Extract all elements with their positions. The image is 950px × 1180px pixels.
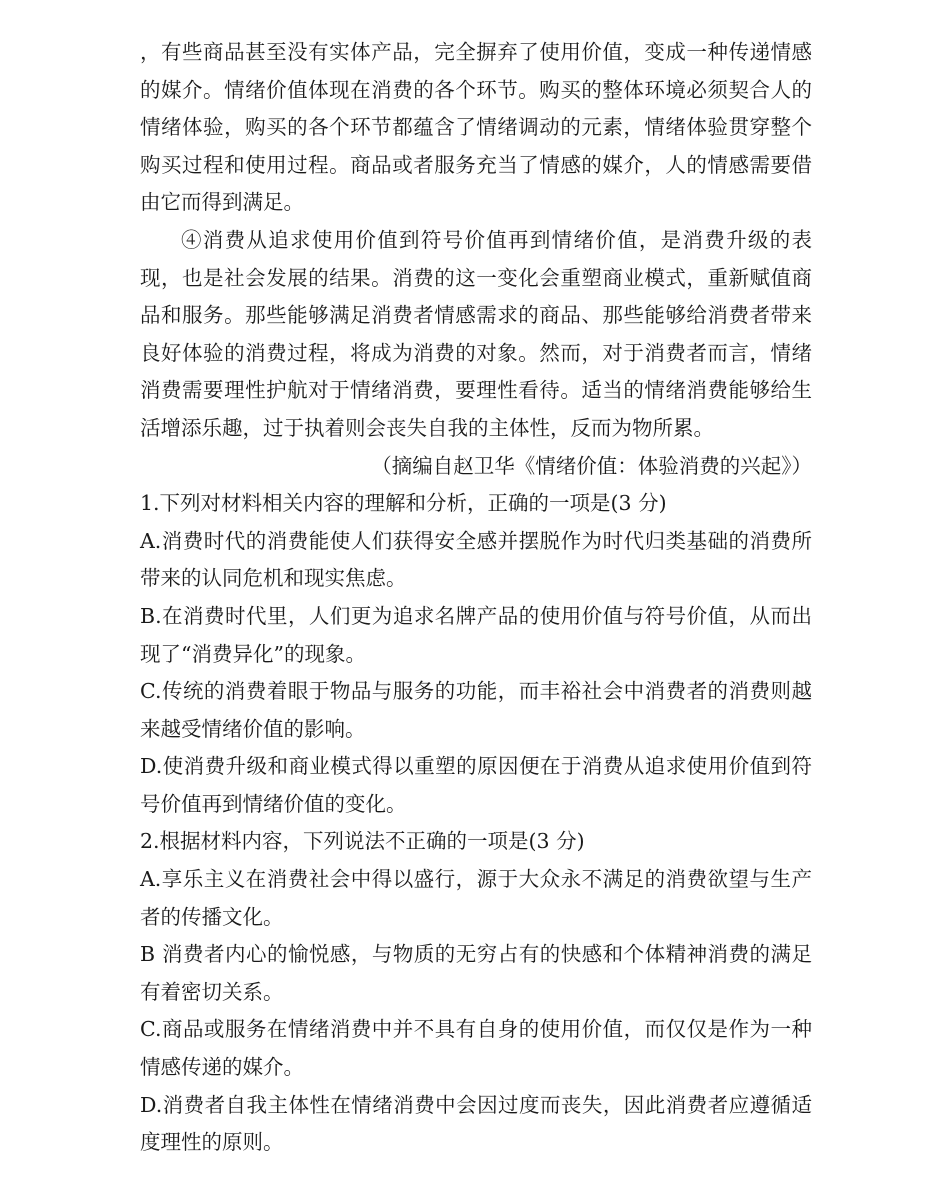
option-b: B 消费者内心的愉悦感，与物质的无穷占有的快感和个体精神消费的满足有着密切关系。 — [140, 942, 812, 1004]
question-2 — [140, 823, 812, 1161]
passage-paragraph-4: ④消费从追求使用价值到符号价值再到情绪价值，是消费升级的表现，也是社会发展的结果。消费的这一变化会重塑商业模式，重新赋值商品和服务。那些能够满足消费者情感需求的商品、那些能够给消费者带来良好体验的消费过程，将成为消费的对象。然而，对于消费者而言，情绪消费需要理性护航对于情绪消费，要理性看待。适当的情绪消费能够给生活增添乐趣，过于执着则会丧失自我的主体性，反而为物所累。 — [140, 227, 812, 440]
question-stem: 1.下列对材料相关内容的理解和分析，正确的一项是(3 分) — [140, 491, 667, 516]
option-d: D.消费者自我主体性在情绪消费中会因过度而丧失，因此消费者应遵循适度理性的原则。 — [140, 1092, 812, 1155]
option-c: C.商品或服务在情绪消费中并不具有自身的使用价值，而仅仅是作为一种情感传递的媒介。 — [140, 1017, 812, 1080]
question-stem: 2.根据材料内容，下列说法不正确的一项是(3 分) — [140, 829, 585, 854]
option-c: C.传统的消费着眼于物品与服务的功能，而丰裕社会中消费者的消费则越来越受情绪价值的影响。 — [140, 679, 812, 741]
option-a: A.消费时代的消费能使人们获得安全感并摆脱作为时代归类基础的消费所带来的认同危机和现实焦虑。 — [140, 528, 812, 591]
option-b: B.在消费时代里，人们更为追求名牌产品的使用价值与符号价值，从而出现了“消费异化”的现象。 — [140, 603, 812, 666]
document-page — [140, 34, 812, 1162]
passage-source: （摘编自赵卫华《情绪价值：体验消费的兴起》） — [371, 453, 812, 478]
option-a: A.享乐主义在消费社会中得以盛行，源于大众永不满足的消费欲望与生产者的传播文化。 — [140, 867, 812, 929]
passage-paragraph-continued: ，有些商品甚至没有实体产品，完全摒弃了使用价值，变成一种传递情感的媒介。情绪价值体现在消费的各个环节。购买的整体环境必须契合人的情绪体验，购买的各个环节都蕴含了情绪调动的元素，情绪体验贯穿整个购买过程和使用过程。商品或者服务充当了情感的媒介，人的情感需要借由它而得到满足。 — [140, 40, 812, 215]
question-1 — [140, 485, 812, 823]
option-d: D.使消费升级和商业模式得以重塑的原因便在于消费从追求使用价值到符号价值再到情绪价值的变化。 — [140, 754, 812, 816]
